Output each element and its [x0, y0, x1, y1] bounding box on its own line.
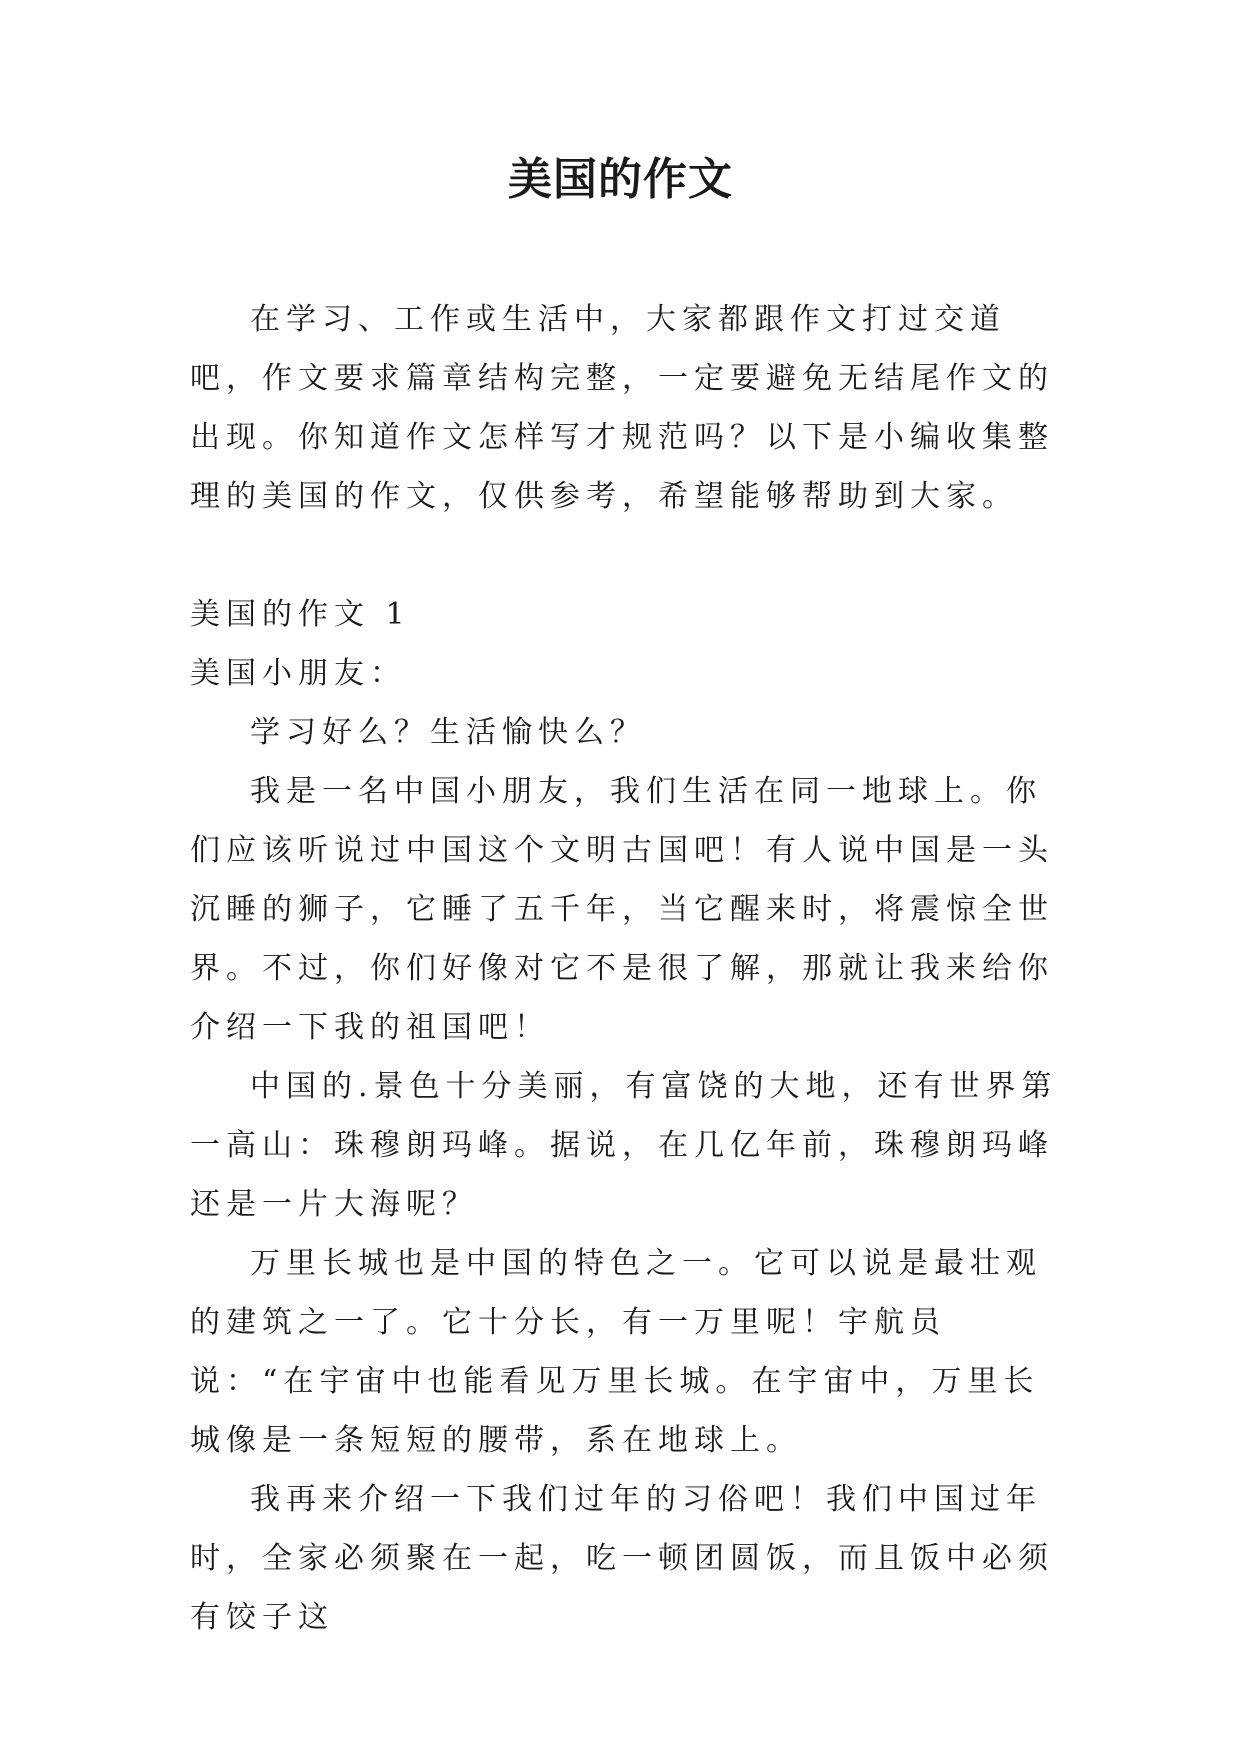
body-paragraph: 中国的.景色十分美丽，有富饶的大地，还有世界第一高山：珠穆朗玛峰。据说，在几亿年前，珠穆朗玛峰还是一片大海呢？: [190, 1069, 1058, 1222]
document-title: 美国的作文: [508, 154, 733, 205]
document-body: [190, 290, 1058, 1647]
paragraph-gap: [190, 526, 1058, 585]
body-paragraph: 学习好么？生活愉快么？: [250, 715, 646, 750]
salutation: 美国小朋友：: [190, 656, 406, 691]
body-paragraph: 万里长城也是中国的特色之一。它可以说是最壮观的建筑之一了。它十分长，有一万里呢！宇航员说：“在宇宙中也能看见万里长城。在宇宙中，万里长城像是一条短短的腰带，系在地球上。: [190, 1246, 1042, 1458]
body-paragraph: 我再来介绍一下我们过年的习俗吧！我们中国过年时，全家必须聚在一起，吃一顿团圆饭，而且饭中必须有饺子这: [190, 1482, 1054, 1635]
section-heading: 美国的作文 1: [190, 597, 411, 632]
body-paragraph: 我是一名中国小朋友，我们生活在同一地球上。你们应该听说过中国这个文明古国吧！有人说中国是一头沉睡的狮子，它睡了五千年，当它醒来时，将震惊全世界。不过，你们好像对它不是很了解，那就让我来给你介绍一下我的祖国吧！: [190, 774, 1054, 1045]
intro-paragraph: 在学习、工作或生活中，大家都跟作文打过交道吧，作文要求篇章结构完整，一定要避免无结尾作文的出现。你知道作文怎样写才规范吗？以下是小编收集整理的美国的作文，仅供参考，希望能够帮助到大家。: [190, 302, 1054, 514]
